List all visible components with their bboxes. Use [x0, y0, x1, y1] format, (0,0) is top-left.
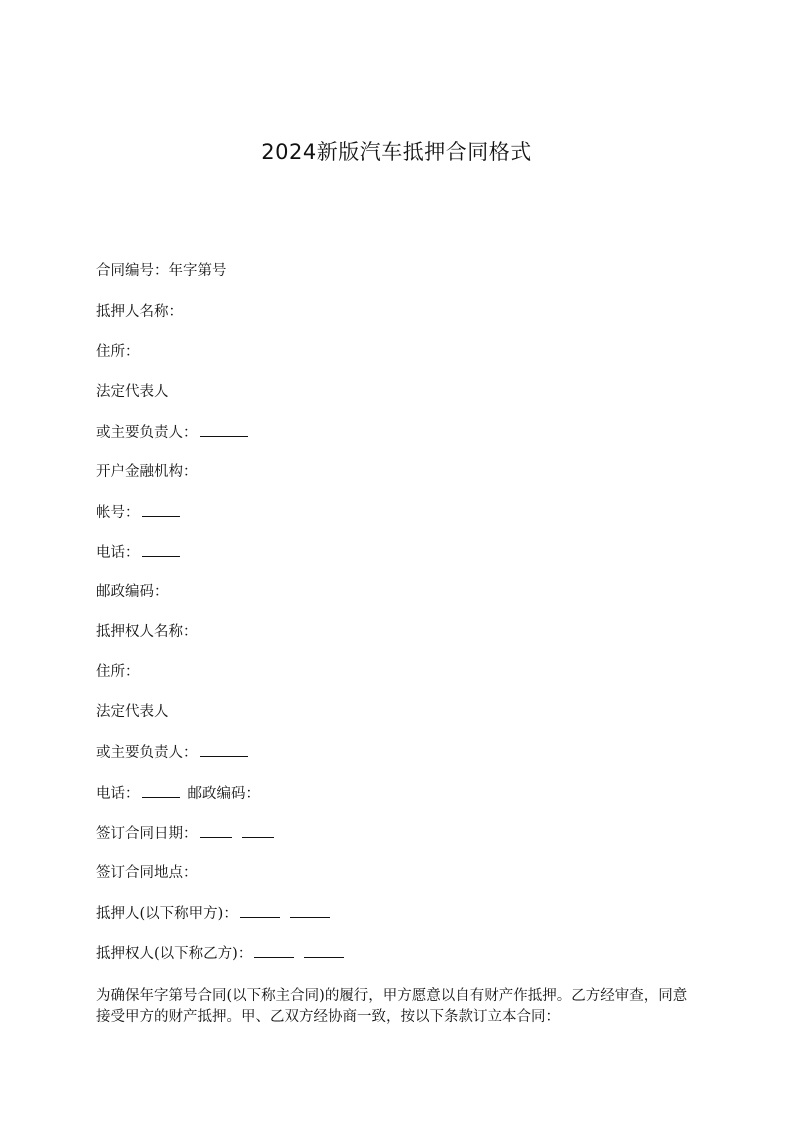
sign-date-line [96, 823, 274, 844]
party-b-blank-1[interactable] [254, 943, 294, 958]
party-b-blank-2[interactable] [304, 943, 344, 958]
mortgagee-name-line: 抵押权人名称： [96, 624, 198, 640]
mortgagor-name-line: 抵押人名称： [96, 304, 183, 320]
mortgagor-postcode-line: 邮政编码： [96, 584, 169, 600]
party-a-label: 抵押人(以下称甲方)： [96, 906, 238, 922]
account-blank[interactable] [142, 502, 180, 517]
bank-line: 开户金融机构： [96, 464, 198, 480]
account-line [96, 502, 180, 523]
mortgagee-phone-line [96, 783, 260, 804]
document-title: 2024新版汽车抵押合同格式 [261, 140, 532, 164]
mortgagee-phone-blank[interactable] [142, 783, 180, 798]
mortgagor-principal-label: 或主要负责人： [96, 425, 198, 441]
mortgagor-address-line: 住所： [96, 344, 140, 360]
mortgagor-phone-blank[interactable] [142, 542, 180, 557]
mortgagee-principal-label: 或主要负责人： [96, 745, 198, 761]
sign-place-line: 签订合同地点： [96, 865, 198, 881]
mortgagor-principal-blank[interactable] [200, 422, 248, 437]
mortgagor-legal-rep-line: 法定代表人 [96, 384, 169, 400]
sign-date-blank-2[interactable] [242, 823, 274, 838]
mortgagee-phone-label: 电话： [96, 786, 140, 802]
intro-paragraph: 为确保年字第号合同(以下称主合同)的履行，甲方愿意以自有财产作抵押。乙方经审查，同意接受甲方的财产抵押。甲、乙双方经协商一致，按以下条款订立本合同： [96, 988, 688, 1025]
party-a-line [96, 903, 330, 924]
mortgagee-postcode-label: 邮政编码： [187, 786, 260, 802]
sign-date-blank-1[interactable] [200, 823, 232, 838]
party-b-line [96, 943, 344, 964]
contract-number-line: 合同编号：年字第号 [96, 263, 227, 279]
mortgagor-phone-label: 电话： [96, 545, 140, 561]
party-b-label: 抵押权人(以下称乙方)： [96, 946, 253, 962]
mortgagee-address-line: 住所： [96, 664, 140, 680]
mortgagee-principal-line [96, 742, 248, 763]
mortgagor-principal-line [96, 422, 248, 443]
sign-date-label: 签订合同日期： [96, 826, 198, 842]
party-a-blank-1[interactable] [240, 903, 280, 918]
mortgagor-phone-line [96, 542, 180, 563]
mortgagee-principal-blank[interactable] [200, 742, 248, 757]
mortgagee-legal-rep-line: 法定代表人 [96, 704, 169, 720]
account-label: 帐号： [96, 505, 140, 521]
party-a-blank-2[interactable] [290, 903, 330, 918]
